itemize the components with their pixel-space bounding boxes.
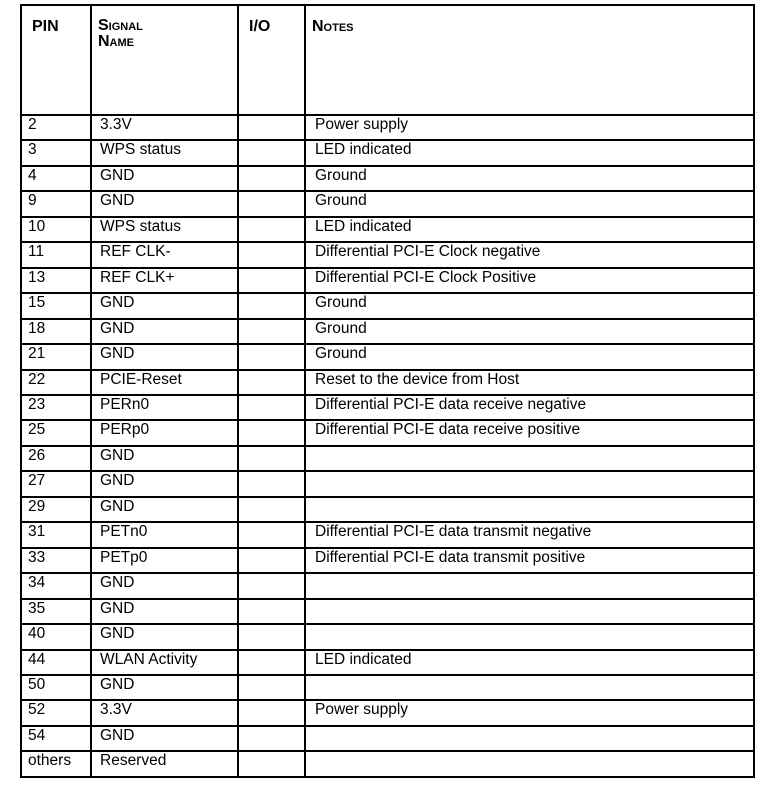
pin-cell: 31 — [21, 522, 91, 547]
table-row — [21, 700, 754, 725]
table-row — [21, 471, 754, 496]
table-row — [21, 268, 754, 293]
io-cell — [238, 548, 305, 573]
notes-cell — [305, 446, 754, 471]
notes-cell: Ground — [305, 191, 754, 216]
signal-name-cell: 3.3V — [91, 700, 238, 725]
pin-cell: 26 — [21, 446, 91, 471]
pin-cell: 35 — [21, 599, 91, 624]
notes-cell: Differential PCI-E data transmit negative — [305, 522, 754, 547]
io-cell — [238, 242, 305, 267]
notes-cell: LED indicated — [305, 140, 754, 165]
table-row — [21, 140, 754, 165]
table-row — [21, 344, 754, 369]
io-cell — [238, 573, 305, 598]
io-cell — [238, 624, 305, 649]
table-row — [21, 420, 754, 445]
notes-cell: Differential PCI-E data receive positive — [305, 420, 754, 445]
io-cell — [238, 700, 305, 725]
signal-name-cell: PETn0 — [91, 522, 238, 547]
io-cell — [238, 319, 305, 344]
pin-cell: 13 — [21, 268, 91, 293]
io-cell — [238, 217, 305, 242]
pin-cell: 4 — [21, 166, 91, 191]
header-pin: PIN — [21, 5, 91, 115]
io-cell — [238, 471, 305, 496]
table-row — [21, 395, 754, 420]
table-row — [21, 650, 754, 675]
pin-cell: 18 — [21, 319, 91, 344]
io-cell — [238, 166, 305, 191]
pin-cell: 10 — [21, 217, 91, 242]
io-cell — [238, 522, 305, 547]
pin-cell: 34 — [21, 573, 91, 598]
notes-cell: Ground — [305, 293, 754, 318]
table-row — [21, 217, 754, 242]
io-cell — [238, 675, 305, 700]
io-cell — [238, 420, 305, 445]
pin-cell: 23 — [21, 395, 91, 420]
notes-cell: Power supply — [305, 700, 754, 725]
signal-name-cell: 3.3V — [91, 115, 238, 140]
header-io: I/O — [238, 5, 305, 115]
notes-cell — [305, 471, 754, 496]
table-row — [21, 599, 754, 624]
table-row — [21, 522, 754, 547]
pin-table — [20, 4, 755, 778]
table-header — [21, 5, 754, 115]
table-row — [21, 293, 754, 318]
io-cell — [238, 446, 305, 471]
pin-cell: 27 — [21, 471, 91, 496]
signal-name-cell: GND — [91, 446, 238, 471]
signal-name-cell: PETp0 — [91, 548, 238, 573]
notes-cell: LED indicated — [305, 217, 754, 242]
header-signal-line1: Signal — [98, 17, 143, 34]
pin-cell: 11 — [21, 242, 91, 267]
signal-name-cell: WLAN Activity — [91, 650, 238, 675]
table-row — [21, 191, 754, 216]
header-row — [21, 5, 754, 115]
notes-cell — [305, 599, 754, 624]
header-notes: Notes — [305, 5, 754, 115]
io-cell — [238, 726, 305, 751]
table-row — [21, 675, 754, 700]
notes-cell: LED indicated — [305, 650, 754, 675]
pin-cell: 33 — [21, 548, 91, 573]
notes-cell — [305, 624, 754, 649]
io-cell — [238, 140, 305, 165]
signal-name-cell: WPS status — [91, 140, 238, 165]
table-row — [21, 497, 754, 522]
io-cell — [238, 370, 305, 395]
io-cell — [238, 650, 305, 675]
pin-cell: 25 — [21, 420, 91, 445]
notes-cell — [305, 675, 754, 700]
table-body — [21, 115, 754, 777]
table-row — [21, 166, 754, 191]
table-row — [21, 573, 754, 598]
pin-cell: 21 — [21, 344, 91, 369]
notes-cell — [305, 497, 754, 522]
notes-cell: Power supply — [305, 115, 754, 140]
table-row — [21, 548, 754, 573]
signal-name-cell: GND — [91, 599, 238, 624]
signal-name-cell: REF CLK+ — [91, 268, 238, 293]
io-cell — [238, 293, 305, 318]
signal-name-cell: GND — [91, 293, 238, 318]
notes-cell: Differential PCI-E Clock negative — [305, 242, 754, 267]
pin-cell: 40 — [21, 624, 91, 649]
table-row — [21, 242, 754, 267]
io-cell — [238, 344, 305, 369]
table-row — [21, 319, 754, 344]
io-cell — [238, 395, 305, 420]
pin-cell: 9 — [21, 191, 91, 216]
signal-name-cell: GND — [91, 573, 238, 598]
notes-cell — [305, 726, 754, 751]
pin-cell: 3 — [21, 140, 91, 165]
notes-cell — [305, 573, 754, 598]
table-row — [21, 726, 754, 751]
signal-name-cell: Reserved — [91, 751, 238, 777]
pin-cell: 44 — [21, 650, 91, 675]
notes-cell: Differential PCI-E data receive negative — [305, 395, 754, 420]
io-cell — [238, 115, 305, 140]
signal-name-cell: GND — [91, 471, 238, 496]
table-row — [21, 115, 754, 140]
header-signal-line2: Name — [98, 33, 134, 50]
io-cell — [238, 497, 305, 522]
pin-cell: 52 — [21, 700, 91, 725]
pin-cell: others — [21, 751, 91, 777]
io-cell — [238, 751, 305, 777]
pin-cell: 2 — [21, 115, 91, 140]
signal-name-cell: GND — [91, 344, 238, 369]
signal-name-cell: WPS status — [91, 217, 238, 242]
signal-name-cell: PERn0 — [91, 395, 238, 420]
notes-cell: Ground — [305, 344, 754, 369]
header-signal-name — [91, 5, 238, 115]
notes-cell: Differential PCI-E Clock Positive — [305, 268, 754, 293]
io-cell — [238, 191, 305, 216]
io-cell — [238, 599, 305, 624]
pin-cell: 54 — [21, 726, 91, 751]
signal-name-cell: GND — [91, 319, 238, 344]
pin-cell: 50 — [21, 675, 91, 700]
notes-cell: Ground — [305, 319, 754, 344]
table-row — [21, 751, 754, 777]
signal-name-cell: GND — [91, 624, 238, 649]
io-cell — [238, 268, 305, 293]
notes-cell: Differential PCI-E data transmit positive — [305, 548, 754, 573]
signal-name-cell: GND — [91, 726, 238, 751]
pin-cell: 15 — [21, 293, 91, 318]
signal-name-cell: PCIE-Reset — [91, 370, 238, 395]
signal-name-cell: GND — [91, 166, 238, 191]
notes-cell: Reset to the device from Host — [305, 370, 754, 395]
notes-cell: Ground — [305, 166, 754, 191]
signal-name-cell: GND — [91, 191, 238, 216]
table-row — [21, 446, 754, 471]
signal-name-cell: GND — [91, 675, 238, 700]
signal-name-cell: REF CLK- — [91, 242, 238, 267]
pin-cell: 29 — [21, 497, 91, 522]
notes-cell — [305, 751, 754, 777]
pin-cell: 22 — [21, 370, 91, 395]
table-row — [21, 624, 754, 649]
table-row — [21, 370, 754, 395]
signal-name-cell: PERp0 — [91, 420, 238, 445]
signal-name-cell: GND — [91, 497, 238, 522]
